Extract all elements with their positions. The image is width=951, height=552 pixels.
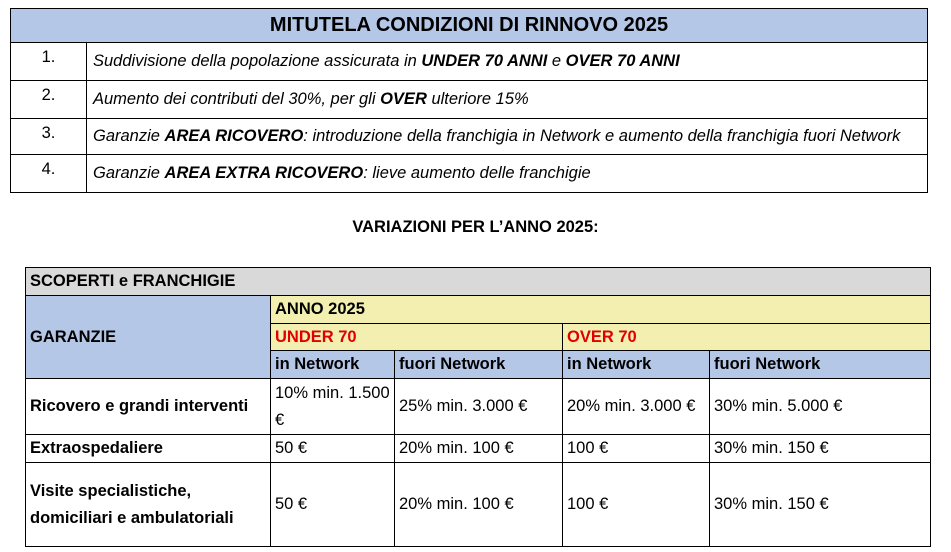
table-row [26,463,931,547]
row-number: 1. [11,43,87,81]
row-text [87,81,928,119]
table-row [26,435,931,463]
table-cell: 20% min. 100 € [395,435,563,463]
under70-header: UNDER 70 [271,324,563,351]
text-part-bold: OVER [380,90,427,108]
garanzie-header: GARANZIE [26,296,271,379]
table-cell: 100 € [563,435,710,463]
row-number: 2. [11,81,87,119]
text-part: : introduzione della franchigia in Network e aumento della franchigia fuori Network [303,127,901,145]
text-part: ulteriore 15% [426,90,529,108]
row-label: Extraospedaliere [26,435,271,463]
text-part-bold: UNDER 70 ANNI [421,52,548,70]
year-header: ANNO 2025 [271,296,931,324]
in-network-header: in Network [271,351,395,379]
text-part: Garanzie [93,127,165,145]
conditions-table [10,8,928,193]
text-part: Garanzie [93,164,165,182]
text-part: Suddivisione della popolazione assicurata in [93,52,422,70]
fuori-network-header: fuori Network [710,351,931,379]
text-part-bold: AREA EXTRA RICOVERO [164,164,364,182]
table-cell: 20% min. 3.000 € [563,379,710,435]
table-row [11,155,928,193]
over70-header: OVER 70 [563,324,931,351]
text-part: Aumento dei contributi del 30%, per gli [93,90,381,108]
conditions-title: MITUTELA CONDIZIONI DI RINNOVO 2025 [11,9,928,43]
row-label: Visite specialistiche, domiciliari e ambulatoriali [26,463,271,547]
table-row [11,119,928,155]
row-label: Ricovero e grandi interventi [26,379,271,435]
table-cell: 30% min. 5.000 € [710,379,931,435]
text-part-bold: AREA RICOVERO [164,127,304,145]
in-network-header: in Network [563,351,710,379]
table-cell: 20% min. 100 € [395,463,563,547]
row-text [87,155,928,193]
table-cell: 50 € [271,463,395,547]
deductibles-table [25,267,931,547]
text-part: e [547,52,566,70]
row-text [87,43,928,81]
table-row [11,81,928,119]
row-text [87,119,928,155]
table-cell: 30% min. 150 € [710,435,931,463]
table-cell: 25% min. 3.000 € [395,379,563,435]
table-cell: 100 € [563,463,710,547]
table-row [11,43,928,81]
text-part-bold: OVER 70 ANNI [565,52,680,70]
text-part: : lieve aumento delle franchigie [363,164,591,182]
table-row [26,379,931,435]
section-header: SCOPERTI e FRANCHIGIE [26,268,931,296]
row-number: 3. [11,119,87,155]
table-cell: 30% min. 150 € [710,463,931,547]
table-cell: 50 € [271,435,395,463]
fuori-network-header: fuori Network [395,351,563,379]
variations-subtitle: VARIAZIONI PER L’ANNO 2025: [352,218,599,236]
row-number: 4. [11,155,87,193]
table-cell: 10% min. 1.500 € [271,379,395,435]
